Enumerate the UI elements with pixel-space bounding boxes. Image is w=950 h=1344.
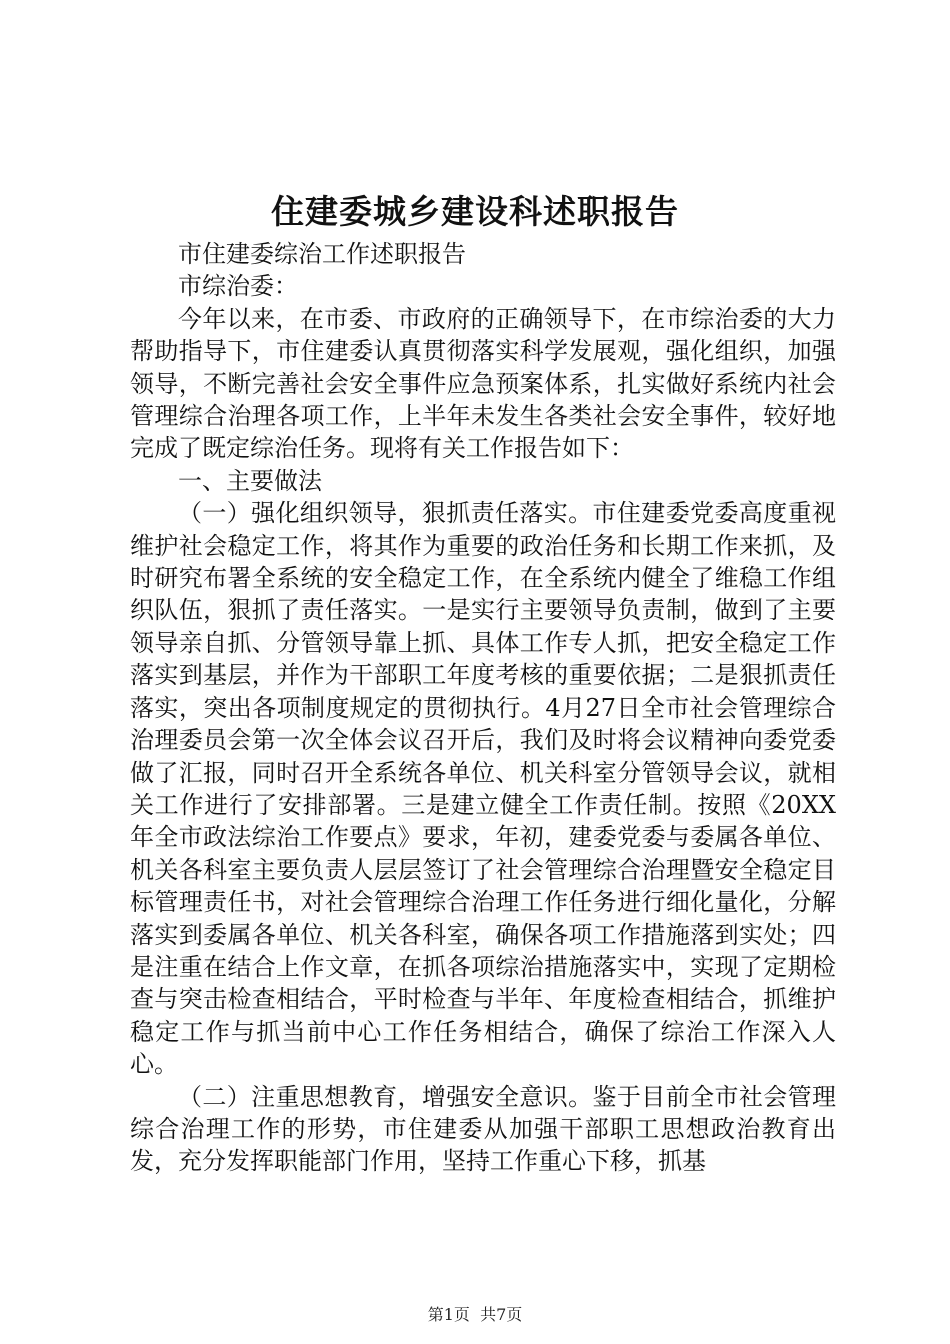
page-footer [0, 1302, 950, 1325]
document-title: 住建委城乡建设科述职报告 [271, 192, 679, 231]
body-paragraph-1: （一）强化组织领导，狠抓责任落实。市住建委党委高度重视维护社会稳定工作，将其作为重要的政治任务和长期工作来抓，及时研究布署全系统的安全稳定工作，在全系统内健全了维稳工作组织队伍，狠抓了责任落实。一是实行主要领导负责制，做到了主要领导亲自抓、分管领导靠上抓、具体工作专人抓，把安全稳定工作落实到基层，并作为干部职工年度考核的重要依据；二是狠抓责任落实，突出各项制度规定的贯彻执行。4月27日全市社会管理综合治理委员会第一次全体会议召开后，我们及时将会议精神向委党委做了汇报，同时召开全系统各单位、机关科室分管领导会议，就相关工作进行了安排部署。三是建立健全工作责任制。按照《20XX年全市政法综治工作要点》要求，年初，建委党委与委属各单位、机关各科室主要负责人层层签订了社会管理综合治理暨安全稳定目标管理责任书，对社会管理综合治理工作任务进行细化量化，分解落实到委属各单位、机关各科室，确保各项工作措施落到实处；四是注重在结合上作文章，在抓各项综治措施落实中，实现了定期检查与突击检查相结合，平时检查与半年、年度检查相结合，抓维护稳定工作与抓当前中心工作任务相结合，确保了综治工作深入人心。 [130, 499, 836, 1079]
intro-paragraph: 今年以来，在市委、市政府的正确领导下，在市综治委的大力帮助指导下，市住建委认真贯彻落实科学发展观，强化组织，加强领导，不断完善社会安全事件应急预案体系，扎实做好系统内社会管理综合治理各项工作，上半年未发生各类社会安全事件，较好地完成了既定综治任务。现将有关工作报告如下： [130, 304, 836, 463]
section-heading: 一、主要做法 [178, 466, 322, 495]
report-subtitle: 市住建委综治工作述职报告 [178, 240, 466, 268]
page-total: 共7页 [480, 1305, 523, 1324]
salutation: 市综治委： [178, 272, 298, 301]
body-paragraph-2: （二）注重思想教育，增强安全意识。鉴于目前全市社会管理综合治理工作的形势，市住建委从加强干部职工思想政治教育出发，充分发挥职能部门作用，坚持工作重心下移，抓基 [130, 1082, 836, 1176]
document-body [130, 238, 836, 1178]
page-number: 第1页 [427, 1305, 470, 1324]
